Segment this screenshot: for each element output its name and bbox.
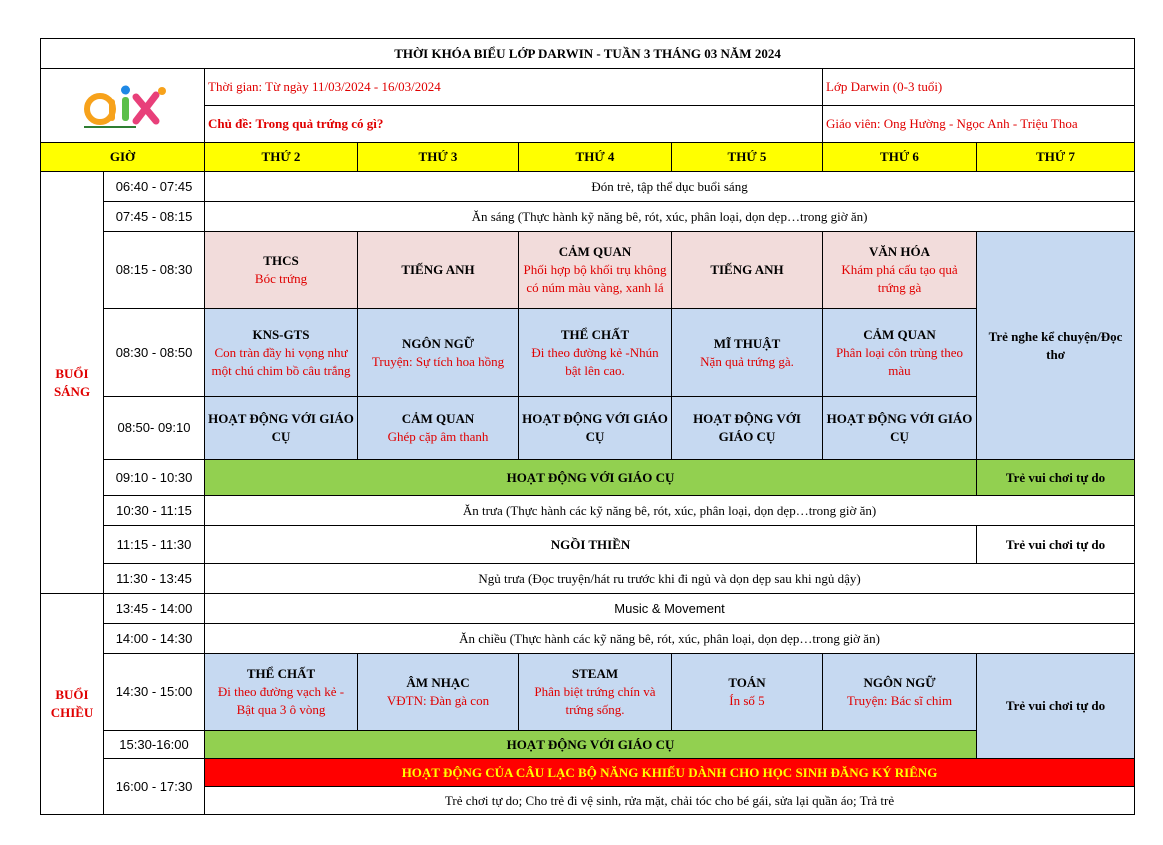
activity-row: Đón trẻ, tập thể dục buổi sáng xyxy=(205,172,1135,202)
lesson-cell: THỂ CHẤT Đi theo đường kẻ -Nhún bật lên cao. xyxy=(519,309,672,397)
lesson-cell: THỂ CHẤT Đi theo đường vạch kẻ - Bật qua 3 ô vòng xyxy=(205,654,358,731)
lesson-cell: VĂN HÓA Khám phá cấu tạo quả trứng gà xyxy=(823,232,977,309)
saturday-afternoon: Trẻ vui chơi tự do xyxy=(977,654,1135,759)
lesson-cell: CẢM QUAN Phân loại côn trùng theo màu xyxy=(823,309,977,397)
activity-row: NGỒI THIỀN xyxy=(205,526,977,564)
header-time: GIỜ xyxy=(41,143,205,172)
logo-cell xyxy=(41,69,205,143)
time-slot: 10:30 - 11:15 xyxy=(104,496,205,526)
session-afternoon: BUỔI CHIỀU xyxy=(41,594,104,815)
time-slot: 08:15 - 08:30 xyxy=(104,232,205,309)
time-slot: 16:00 - 17:30 xyxy=(104,759,205,815)
lesson-cell: HOẠT ĐỘNG VỚI GIÁO CỤ xyxy=(672,397,823,460)
header-day-thu: THỨ 5 xyxy=(672,143,823,172)
lesson-cell: NGÔN NGỮ Truyện: Bác sĩ chim xyxy=(823,654,977,731)
lesson-cell: CẢM QUAN Phối hợp bộ khối trụ không có núm màu vàng, xanh lá xyxy=(519,232,672,309)
lesson-cell: NGÔN NGỮ Truyện: Sự tích hoa hồng xyxy=(358,309,519,397)
activity-row: Trẻ chơi tự do; Cho trẻ đi vệ sinh, rửa mặt, chải tóc cho bé gái, sửa lại quần áo; Trả trẻ xyxy=(205,787,1135,815)
activity-row: Music & Movement xyxy=(205,594,1135,624)
timetable xyxy=(40,38,1135,815)
lesson-cell: TIẾNG ANH xyxy=(358,232,519,309)
time-slot: 08:30 - 08:50 xyxy=(104,309,205,397)
header-day-tue: THỨ 3 xyxy=(358,143,519,172)
time-slot: 11:30 - 13:45 xyxy=(104,564,205,594)
header-row xyxy=(41,143,1135,172)
lesson-cell: KNS-GTS Con tràn đầy hi vọng như một chú chim bồ câu trắng xyxy=(205,309,358,397)
lesson-cell: MĨ THUẬT Nặn quả trứng gà. xyxy=(672,309,823,397)
theme: Chủ đề: Trong quả trứng có gì? xyxy=(205,106,823,143)
time-slot: 11:15 - 11:30 xyxy=(104,526,205,564)
header-day-sat: THỨ 7 xyxy=(977,143,1135,172)
class-name: Lớp Darwin (0-3 tuổi) xyxy=(823,69,1135,106)
time-slot: 08:50- 09:10 xyxy=(104,397,205,460)
activity-row: HOẠT ĐỘNG VỚI GIÁO CỤ xyxy=(205,731,977,759)
page-title: THỜI KHÓA BIỂU LỚP DARWIN - TUẦN 3 THÁNG 03 NĂM 2024 xyxy=(41,39,1135,69)
lesson-cell: HOẠT ĐỘNG VỚI GIÁO CỤ xyxy=(519,397,672,460)
activity-row: Ăn chiều (Thực hành các kỹ năng bê, rót, xúc, phân loại, dọn dẹp…trong giờ ăn) xyxy=(205,624,1135,654)
time-slot: 06:40 - 07:45 xyxy=(104,172,205,202)
school-logo xyxy=(44,81,201,131)
lesson-cell: STEAM Phân biệt trứng chín và trứng sống. xyxy=(519,654,672,731)
lesson-cell: TIẾNG ANH xyxy=(672,232,823,309)
saturday-morning: Trẻ nghe kể chuyện/Đọc thơ xyxy=(977,232,1135,460)
activity-row: Ăn sáng (Thực hành kỹ năng bê, rót, xúc, phân loại, dọn dẹp…trong giờ ăn) xyxy=(205,202,1135,232)
activity-row: HOẠT ĐỘNG VỚI GIÁO CỤ xyxy=(205,460,977,496)
date-range: Thời gian: Từ ngày 11/03/2024 - 16/03/2024 xyxy=(205,69,823,106)
club-activity-banner: HOẠT ĐỘNG CỦA CÂU LẠC BỘ NĂNG KHIẾU DÀNH CHO HỌC SINH ĐĂNG KÝ RIÊNG xyxy=(205,759,1135,787)
teachers: Giáo viên: Ong Hường - Ngọc Anh - Triệu Thoa xyxy=(823,106,1135,143)
activity-row: Ngủ trưa (Đọc truyện/hát ru trước khi đi ngủ và dọn dẹp sau khi ngủ dậy) xyxy=(205,564,1135,594)
header-day-fri: THỨ 6 xyxy=(823,143,977,172)
lesson-cell: THCS Bóc trứng xyxy=(205,232,358,309)
time-slot: 14:30 - 15:00 xyxy=(104,654,205,731)
time-slot: 14:00 - 14:30 xyxy=(104,624,205,654)
session-morning: BUỔI SÁNG xyxy=(41,172,104,594)
saturday-activity: Trẻ vui chơi tự do xyxy=(977,526,1135,564)
time-slot: 13:45 - 14:00 xyxy=(104,594,205,624)
activity-row: Ăn trưa (Thực hành các kỹ năng bê, rót, xúc, phân loại, dọn dẹp…trong giờ ăn) xyxy=(205,496,1135,526)
time-slot: 07:45 - 08:15 xyxy=(104,202,205,232)
lesson-cell: ÂM NHẠC VĐTN: Đàn gà con xyxy=(358,654,519,731)
header-day-wed: THỨ 4 xyxy=(519,143,672,172)
lesson-cell: HOẠT ĐỘNG VỚI GIÁO CỤ xyxy=(205,397,358,460)
header-day-mon: THỨ 2 xyxy=(205,143,358,172)
lesson-cell: TOÁN Ín số 5 xyxy=(672,654,823,731)
lesson-cell: HOẠT ĐỘNG VỚI GIÁO CỤ xyxy=(823,397,977,460)
saturday-activity: Trẻ vui chơi tự do xyxy=(977,460,1135,496)
time-slot: 09:10 - 10:30 xyxy=(104,460,205,496)
time-slot: 15:30-16:00 xyxy=(104,731,205,759)
lesson-cell: CẢM QUAN Ghép cặp âm thanh xyxy=(358,397,519,460)
